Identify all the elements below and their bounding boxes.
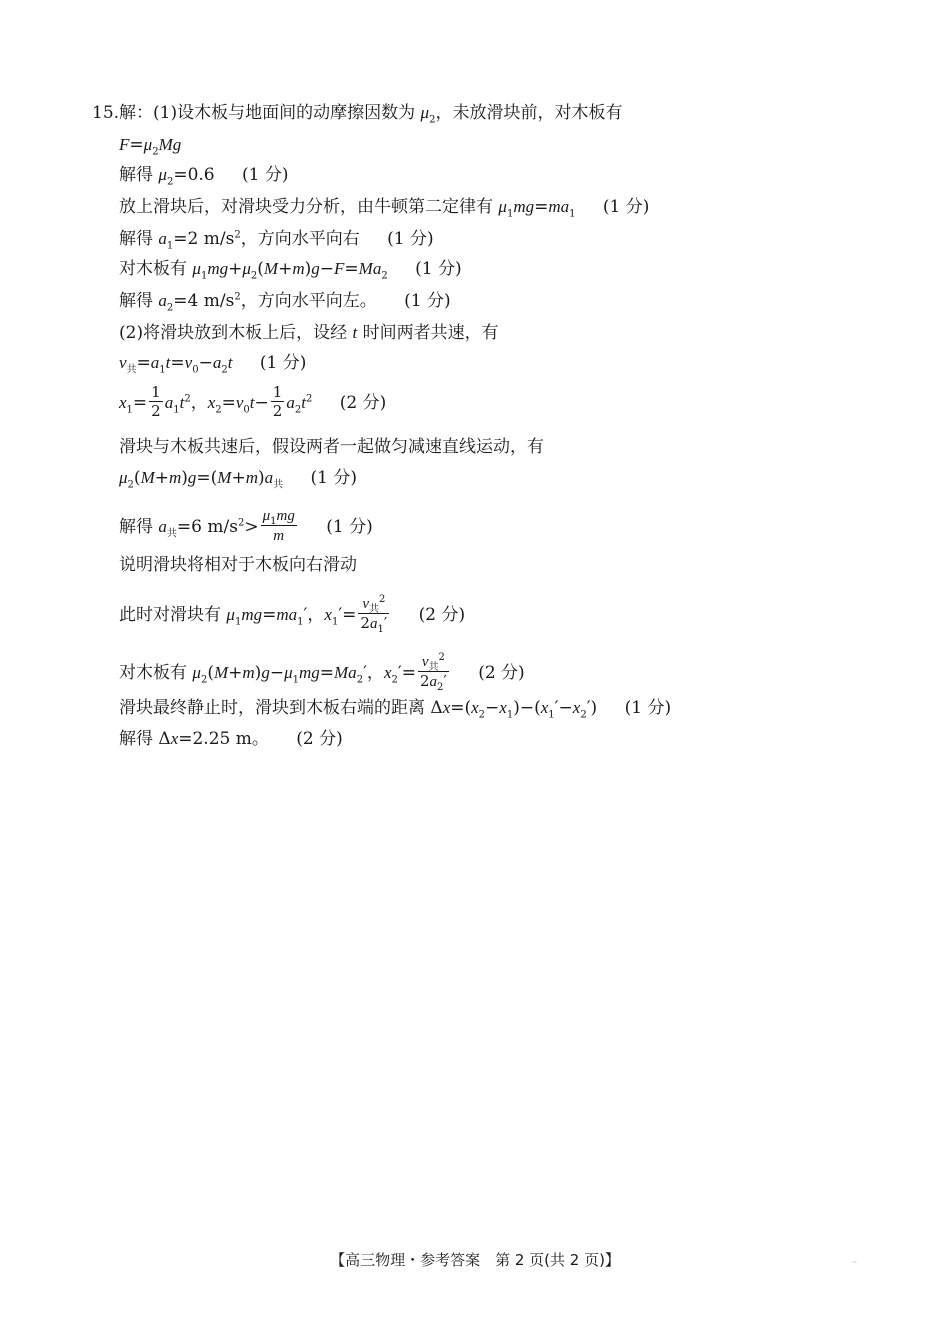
line-a1: 解得 $a_1=2$ $m/s^2$，方向水平向右 (1 分): [119, 229, 434, 252]
line-explain: 说明滑块将相对于木板向右滑动: [119, 555, 357, 575]
line-a2: 解得 $a_2=4$ $m/s^2$，方向水平向左。 (1 分): [119, 291, 451, 314]
line-assume: 滑块与木板共速后，假设两者一起做匀减速直线运动，有: [119, 437, 544, 457]
line-f-eq: $F=\mu_2Mg$: [119, 135, 182, 158]
line-delta-x: 滑块最终静止时，滑块到木板右端的距离 $\Delta x=(x_2-x_1)-(x_1'-x_2')$ (1 分): [119, 698, 672, 721]
page-footer: 【高三物理・参考答案 第 2 页(共 2 页)】: [330, 1251, 620, 1269]
line-x1-x2: $x_1=$ $\frac{1}{2}$ $a_1t^2$，$x_2=v_0t-$ $\frac{1}{2}$ $a_2t^2$ (2 分): [119, 383, 387, 420]
line-board-again: 对木板有 $\mu_2(M+m)g-\mu_1mg=Ma_2'$，$x_2'=$ $\frac{v_共^2}{2a_2'}$ (2 分): [119, 652, 525, 693]
line-part2: (2)将滑块放到木板上后，设经 t 时间两者共速，有: [119, 323, 499, 343]
line-board-eq: 对木板有 $\mu_1mg+\mu_2(M+m)g-F=Ma_2$ (1 分): [119, 259, 462, 282]
line-newton: 放上滑块后，对滑块受力分析，由牛顿第二定律有 $\mu_1mg=ma_1$ (1 分): [119, 197, 650, 220]
line-mu2: 解得 $\mu_2=0.6$ (1 分): [119, 165, 289, 188]
corner-dot-mark: ··: [852, 1258, 858, 1267]
line-common-eq: $\mu_2(M+m)g=(M+m)a_共$ (1 分): [119, 468, 358, 491]
line-a-common: 解得 $a_共=6$ $m/s^2>$ $\frac{\mu_1mg}{m}$ (1 分): [119, 508, 373, 544]
line-block-again: 此时对滑块有 $\mu_1mg=ma_1'$，$x_1'=$ $\frac{v_共^2}{2a_1'}$ (2 分): [119, 594, 466, 635]
line-dx-value: 解得 Δx=2.25 m。 (2 分): [119, 729, 343, 749]
line-v-common: $v_共=a_1t=v_0-a_2t$ (1 分): [119, 353, 307, 376]
line-intro: 15.解：(1)设木板与地面间的动摩擦因数为 $\mu_2$，未放滑块前，对木板有: [92, 103, 623, 126]
